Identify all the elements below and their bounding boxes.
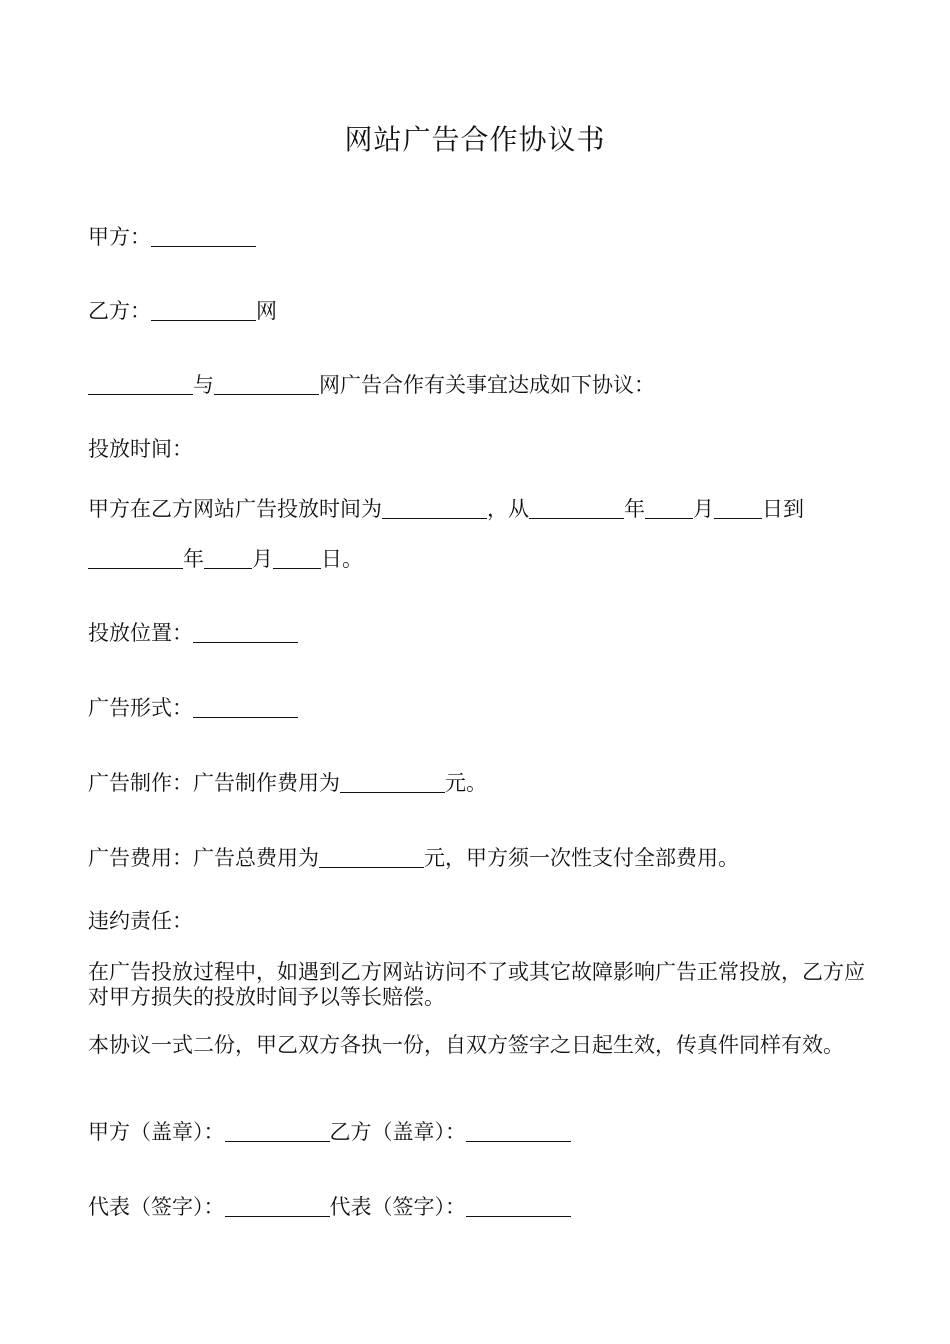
representative-line [88, 1194, 878, 1220]
day-to-text: 日到 [762, 497, 804, 521]
day-end-text: 日。 [321, 547, 363, 571]
end-month-blank[interactable] [204, 548, 252, 569]
format-line [88, 695, 878, 721]
rep-b-label: 代表（签字）： [329, 1195, 466, 1219]
rep-a-label: 代表（签字）： [88, 1195, 225, 1219]
intro-blank-b[interactable] [214, 374, 319, 395]
placement-time-sentence: 甲方在乙方网站广告投放时间为 [88, 497, 382, 521]
fee-label: 广告费用： [88, 846, 193, 870]
breach-heading: 违约责任： [88, 909, 193, 933]
start-year-blank[interactable] [529, 498, 624, 519]
end-year-text: 年 [183, 547, 204, 571]
breach-paragraph: 在广告投放过程中，如遇到乙方网站访问不了或其它故障影响广告正常投放，乙方应对甲方损失的投放时间予以等长赔偿。 [88, 960, 865, 1009]
rep-a-blank[interactable] [225, 1196, 330, 1217]
party-a-line [88, 224, 878, 250]
format-blank[interactable] [193, 697, 298, 718]
party-b-label: 乙方： [88, 299, 151, 323]
placement-time-line-1 [88, 496, 878, 522]
position-line [88, 620, 878, 646]
intro-line [88, 372, 878, 398]
fee-line [88, 845, 878, 871]
party-b-line [88, 298, 878, 324]
start-day-blank[interactable] [714, 498, 762, 519]
year-text: 年 [624, 497, 645, 521]
end-year-blank[interactable] [88, 548, 183, 569]
seal-line [88, 1119, 878, 1145]
fee-tail: 元，甲方须一次性支付全部费用。 [424, 846, 739, 870]
position-label: 投放位置： [88, 621, 193, 645]
start-month-blank[interactable] [645, 498, 693, 519]
total-fee-blank[interactable] [319, 847, 424, 868]
seal-b-blank[interactable] [466, 1121, 571, 1142]
from-text: ，从 [487, 497, 529, 521]
production-unit: 元。 [445, 771, 487, 795]
rep-b-blank[interactable] [466, 1196, 571, 1217]
duration-blank[interactable] [382, 498, 487, 519]
party-b-blank[interactable] [151, 300, 256, 321]
production-fee-blank[interactable] [340, 772, 445, 793]
production-line [88, 770, 878, 796]
party-a-blank[interactable] [151, 226, 256, 247]
fee-text: 广告总费用为 [193, 846, 319, 870]
intro-blank-a[interactable] [88, 374, 193, 395]
placement-time-heading: 投放时间： [88, 437, 193, 461]
party-b-suffix: 网 [256, 299, 277, 323]
seal-b-label: 乙方（盖章）： [329, 1120, 466, 1144]
production-text: 广告制作费用为 [193, 771, 340, 795]
intro-suffix: 网广告合作有关事宜达成如下协议： [319, 373, 655, 397]
end-day-blank[interactable] [273, 548, 321, 569]
party-a-label: 甲方： [88, 225, 151, 249]
seal-a-label: 甲方（盖章）： [88, 1120, 225, 1144]
end-month-text: 月 [252, 547, 273, 571]
seal-a-blank[interactable] [225, 1121, 330, 1142]
document-title: 网站广告合作协议书 [344, 123, 606, 156]
position-blank[interactable] [193, 622, 298, 643]
intro-mid: 与 [193, 373, 214, 397]
copies-paragraph: 本协议一式二份，甲乙双方各执一份，自双方签字之日起生效，传真件同样有效。 [88, 1033, 844, 1057]
production-label: 广告制作： [88, 771, 193, 795]
placement-time-line-2 [88, 546, 878, 572]
format-label: 广告形式： [88, 696, 193, 720]
month-text: 月 [693, 497, 714, 521]
